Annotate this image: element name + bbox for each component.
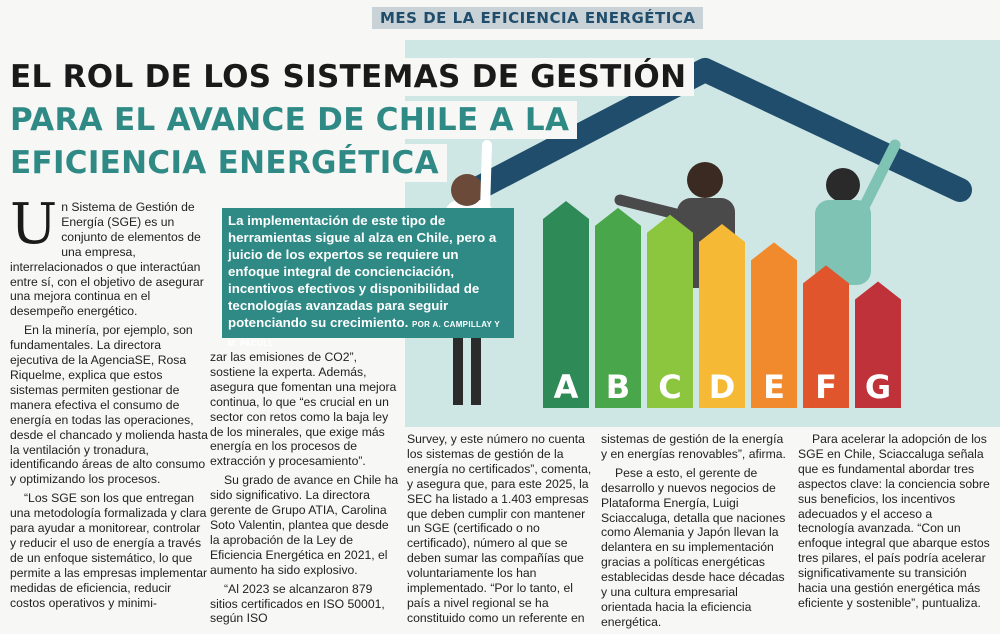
col2-paragraph-2: Su grado de avance en Chile ha sido significativo. La directora gerente de Grupo ATIA, Carolina Soto Valentin, plantea que desde la aprobación de la Ley de Eficiencia Energética en 2021, el aumento ha sido explosivo.	[210, 473, 399, 577]
headline-line-1: EL ROL DE LOS SISTEMAS DE GESTIÓN	[10, 58, 694, 96]
col4-paragraph-2: Pese a esto, el gerente de desarrollo y nuevos negocios de Plataforma Energía, Luigi Sciaccaluga, detalla que naciones como Alemania y Japón llevan la delantera en su implementación gracias a políticas energéticas establecidas desde hace décadas y una cultura empresarial orientada hacia la eficiencia energética.	[601, 465, 786, 629]
col2-paragraph-1: zar las emisiones de CO2”, sostiene la experta. Además, asegura que fomentan una mejora continua, lo que “es crucial en un sector con retos como la baja ley de los minerales, que exige más energía en los procesos de extracción y procesamiento”.	[210, 350, 397, 469]
byline: POR A. CAMPILLAY Y M. PACULL	[228, 320, 500, 348]
person-right-icon	[815, 145, 895, 285]
col5-paragraph-1: Para acelerar la adopción de los SGE en Chile, Sciaccaluga señala que es fundamental abordar tres aspectos clave: la conciencia sobre sus beneficios, los incentivos adecuados y el acceso a tecnología avanzada. “Con un enfoque integral que abarque estos tres pilares, el país podría acelerar significativamente su transición hacia una gestión energética más eficiente y sostenible”, puntualiza.	[798, 432, 990, 610]
headline	[10, 58, 694, 187]
lead-box	[222, 208, 514, 348]
col1-paragraph-3: “Los SGE son los que entregan una metodología formalizada y clara para ayudar a monitorear, controlar y reducir el uso de energía a través de un enfoque sistemático, lo que permite a las empresas implementar medidas de eficiencia, reducir costos operativos y minimi-	[10, 491, 208, 610]
headline-line-3: EFICIENCIA ENERGÉTICA	[10, 144, 447, 182]
col4-paragraph-1: sistemas de gestión de la energía y en energías renovables”, afirma.	[601, 432, 786, 461]
article-column-2	[210, 350, 400, 630]
article-column-5	[798, 432, 990, 615]
col3-paragraph-1: Survey, y este número no cuenta los sistemas de gestión de la energía no certificados”, comenta, y asegura que, para este 2025, la SEC ha listado a 1.403 empresas que deben cumplir con mantener un SGE (certificado o no certificado), número al que se deben sumar las compañías que voluntariamente los han implementado. “Por lo tanto, el país a nivel regional se ha constituido como un referente en	[407, 432, 592, 625]
col1-paragraph-2: En la minería, por ejemplo, son fundamentales. La directora ejecutiva de la AgenciaSE, Rosa Riquelme, explica que estos sistemas permiten gestionar de manera efectiva el consumo de energía en todas las operaciones, desde el chancado y molienda hasta la ventilación y tronadura, identificando áreas de alto consumo y optimizando los procesos.	[10, 323, 208, 487]
section-kicker: MES DE LA EFICIENCIA ENERGÉTICA	[372, 7, 703, 29]
lead-text: La implementación de este tipo de herramientas sigue al alza en Chile, pero a juicio de los expertos se requiere un enfoque integral de concienciación, incentivos efectivos y disponibilidad de tecnologías avanzadas para seguir potenciando su crecimiento.	[228, 213, 497, 330]
rating-letter-b: B	[605, 368, 631, 406]
drop-cap: U	[10, 192, 58, 257]
rating-letter-c: C	[658, 368, 682, 406]
article-column-3	[407, 432, 593, 630]
col2-paragraph-3: “Al 2023 se alcanzaron 879 sitios certificados en ISO 50001, según ISO	[210, 581, 385, 626]
rating-letter-e: E	[763, 368, 785, 406]
rating-letter-d: D	[708, 368, 736, 406]
col1-paragraph-1: n Sistema de Gestión de Energía (SGE) es un conjunto de elementos de una empresa, interrelacionados o que interactúan entre sí, con el objetivo de asegurar una mejora continua en el desempeño energético.	[10, 200, 204, 319]
headline-line-2: PARA EL AVANCE DE CHILE A LA	[10, 101, 577, 139]
rating-letter-f: F	[815, 368, 837, 406]
article-column-4	[601, 432, 787, 634]
article-column-1	[10, 192, 208, 614]
rating-letter-a: A	[553, 368, 579, 406]
rating-letter-g: G	[864, 368, 892, 406]
